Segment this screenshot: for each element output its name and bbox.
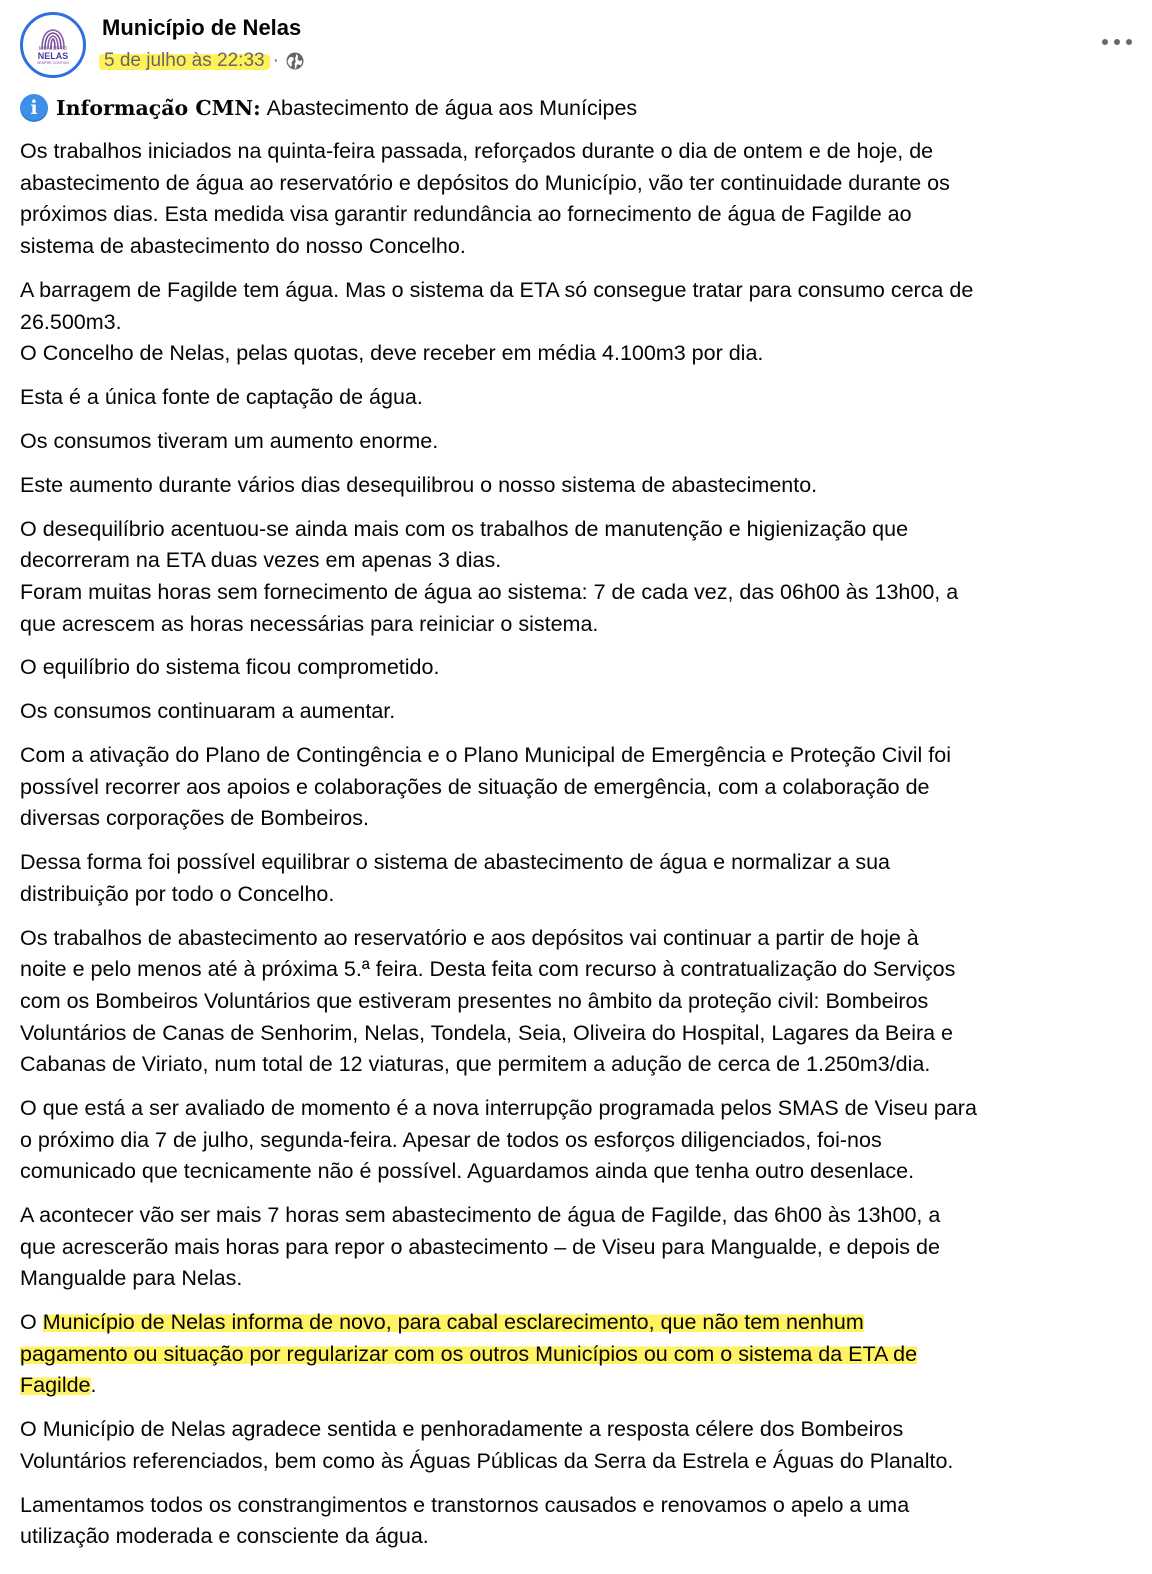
text-line: Os consumos continuaram a aumentar. [20,699,396,724]
text-line: Os trabalhos iniciados na quinta-feira passada, reforçados durante o dia de ontem e de hoje, de [20,139,934,164]
info-label: 𝐈𝐧𝐟𝐨𝐫𝐦𝐚𝐜̧𝐚̃𝐨 𝐂𝐌𝐍: [56,96,261,120]
text-line: possível recorrer aos apoios e colaborações de situação de emergência, com a colaboração de [20,774,930,799]
text-line [20,1370,1132,1402]
logo-small-text: MUNICÍPIO [38,46,68,52]
paragraph [20,696,1132,728]
info-icon: i [20,94,48,122]
text-line: Os trabalhos de abastecimento ao reservatório e aos depósitos vai continuar a partir de hoje à [20,925,919,950]
logo-tagline-text: SEMPRE CONTIGO [36,61,70,65]
paragraph [20,470,1132,502]
text-line: O Município de Nelas agradece sentida e penhoradamente a resposta célere dos Bombeiros [20,1417,904,1442]
post-meta [102,48,305,74]
text-line: O que está a ser avaliado de momento é a nova interrupção programada pelos SMAS de Viseu para [20,1096,977,1120]
paragraph [20,514,1132,640]
text-line: com os Bombeiros Voluntários que estiveram presentes no âmbito da proteção civil: Bombeiros [20,988,929,1013]
paragraph [20,923,1132,1081]
paragraph [20,1490,1132,1553]
globe-icon[interactable] [285,51,305,71]
text-line: Com a ativação do Plano de Contingência e o Plano Municipal de Emergência e Proteção Civil foi [20,743,952,768]
paragraph [20,136,1132,262]
paragraph [20,652,1132,684]
highlighted-text: Fagilde [20,1373,91,1398]
text-line: 26.500m3. [20,309,122,334]
page-name-link[interactable]: Município de Nelas [102,15,302,40]
text-line: noite e pelo menos até à próxima 5.ª feira. Desta feita com recurso à contratualização do Serviços [20,957,956,982]
more-dot [1126,39,1132,45]
paragraph [20,740,1132,835]
text-line: Dessa forma foi possível equilibrar o sistema de abastecimento de água e normalizar a sua [20,850,891,875]
text-line [20,1307,1132,1339]
highlighted-text: pagamento ou situação por regularizar com os outros Municípios ou com o sistema da ETA de [20,1341,918,1366]
text-line: Cabanas de Viriato, num total de 12 viaturas, que permitem a adução de cerca de 1.250m3/dia. [20,1052,931,1077]
text-line: Voluntários referenciados, bem como às Águas Públicas da Serra da Estrela e Águas do Planalto. [20,1448,954,1473]
text-line: Mangualde para Nelas. [20,1266,243,1291]
paragraph [20,847,1132,910]
info-title: Abastecimento de água aos Munícipes [266,96,638,120]
logo-name-text: NELAS [37,51,69,61]
post-header [20,12,1132,82]
text-line: comunicado que tecnicamente não é possível. Aguardamos ainda que tenha outro desenlace. [20,1159,915,1184]
text-line: Esta é a única fonte de captação de água. [20,385,423,410]
paragraph [20,1200,1132,1295]
text-line: Foram muitas horas sem fornecimento de água ao sistema: 7 de cada vez, das 06h00 às 13h00, a [20,579,959,604]
text-line: A barragem de Fagilde tem água. Mas o sistema da ETA só consegue tratar para consumo cerca de [20,277,974,302]
text-line: que acrescem as horas necessárias para reiniciar o sistema. [20,611,599,636]
text-line: O desequilíbrio acentuou-se ainda mais com os trabalhos de manutenção e higienização que [20,516,909,541]
paragraph [20,382,1132,414]
text-line: O equilíbrio do sistema ficou comprometido. [20,655,440,680]
post-headline [20,92,1132,124]
more-options-icon[interactable] [1102,32,1132,52]
municipality-logo [30,22,76,68]
paragraph [20,1414,1132,1477]
text-line: O Concelho de Nelas, pelas quotas, deve receber em média 4.100m3 por dia. [20,341,764,366]
paragraph [20,426,1132,458]
highlighted-text: Município de Nelas informa de novo, para cabal esclarecimento, que não tem nenhum [42,1310,864,1335]
text-line: o próximo dia 7 de julho, segunda-feira. Apesar de todos os esforços diligenciados, foi-nos [20,1127,882,1152]
text-line: que acrescerão mais horas para repor o abastecimento – de Viseu para Mangualde, e depois de [20,1234,940,1259]
text-line: próximos dias. Esta medida visa garantir redundância ao fornecimento de água de Fagilde ao [20,202,912,227]
text-line: decorreram na ETA duas vezes em apenas 3 dias. [20,548,502,573]
post-content [20,92,1132,1565]
post-timestamp-link[interactable]: 5 de julho às 22:33 [104,50,265,71]
more-dot [1102,39,1108,45]
meta-separator: · [272,50,279,71]
timestamp-wrapper [102,48,267,74]
text-line: Este aumento durante vários dias desequilibrou o nosso sistema de abastecimento. [20,472,818,497]
paragraph [20,275,1132,370]
text-line: utilização moderada e consciente da água. [20,1524,429,1549]
text-line: abastecimento de água ao reservatório e depósitos do Município, vão ter continuidade durante os [20,170,950,195]
text-line: Lamentamos todos os constrangimentos e transtornos causados e renovamos o apelo a uma [20,1492,910,1517]
text-line: A acontecer vão ser mais 7 horas sem abastecimento de água de Fagilde, das 6h00 às 13h00, a [20,1203,941,1228]
more-dot [1114,39,1120,45]
text-line: sistema de abastecimento do nosso Concelho. [20,234,466,259]
text-segment: . [90,1373,97,1398]
avatar[interactable] [20,12,86,78]
text-segment: O [20,1310,43,1335]
text-line: Voluntários de Canas de Senhorim, Nelas, Tondela, Seia, Oliveira do Hospital, Lagares da Beira e [20,1020,954,1045]
highlighted-paragraph [20,1307,1132,1402]
paragraph [20,1093,1132,1188]
text-line [20,1339,1132,1371]
text-line: diversas corporações de Bombeiros. [20,806,369,831]
text-line: distribuição por todo o Concelho. [20,881,335,906]
text-line: Os consumos tiveram um aumento enorme. [20,428,439,453]
